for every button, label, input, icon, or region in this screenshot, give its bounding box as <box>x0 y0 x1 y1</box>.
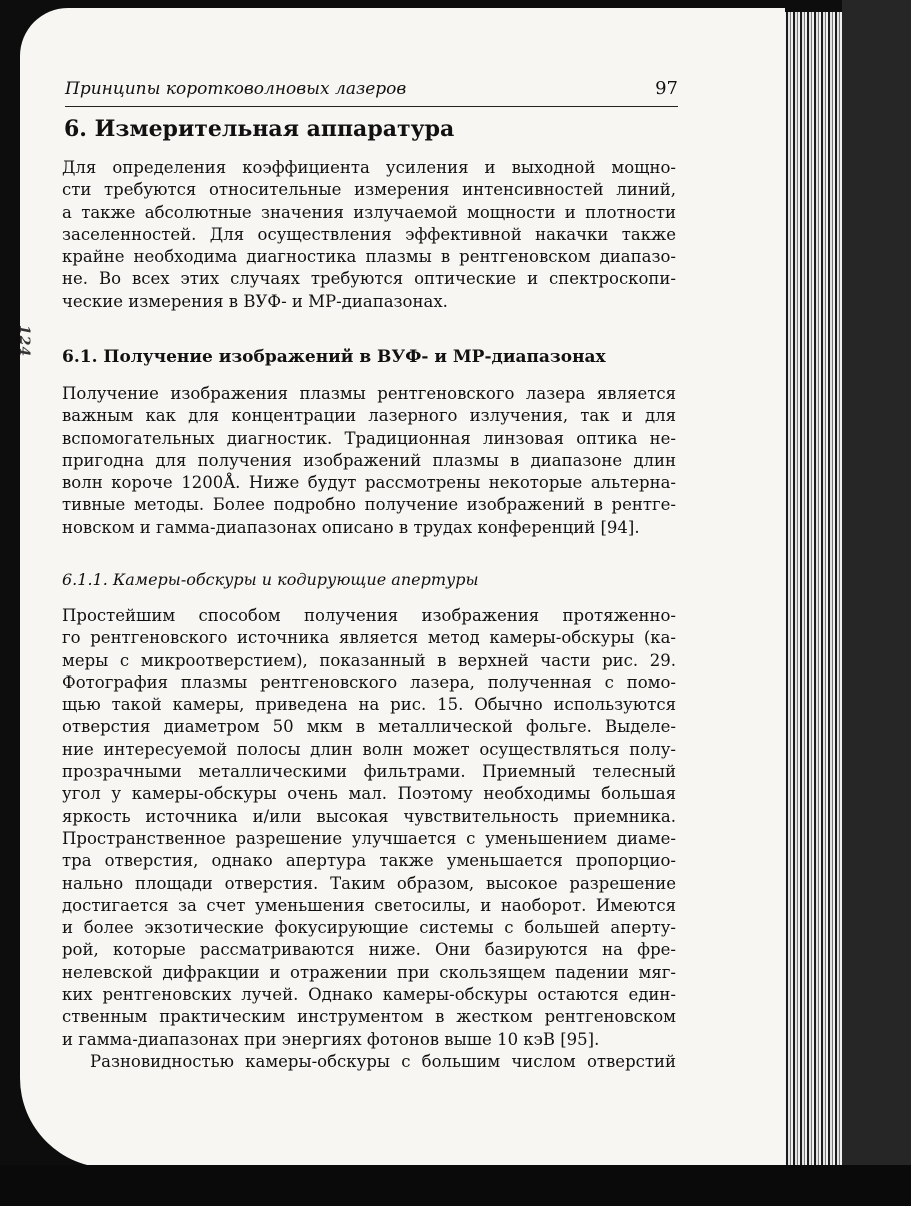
subsection-heading: 6.1. Получение изображений в ВУФ- и МР-диапазонах <box>62 347 606 367</box>
scanner-shadow <box>0 1165 911 1206</box>
margin-note: 124 <box>16 325 32 358</box>
text-line: щью такой камеры, приведена на рис. 15. Обычно используются <box>62 695 676 715</box>
running-title: Принципы коротковолновых лазеров <box>65 79 407 99</box>
text-line: пригодна для получения изображений плазмы в диапазоне длин <box>62 450 676 470</box>
text-line: Пространственное разрешение улучшается с уменьшением диаме- <box>62 828 676 848</box>
text-line: рой, которые рассматриваются ниже. Они базируются на фре- <box>62 940 676 960</box>
subsubsection-heading: 6.1.1. Камеры-обскуры и кодирующие апертуры <box>62 570 479 589</box>
page-header <box>65 78 678 107</box>
text-line: меры с микроотверстием), показанный в верхней части рис. 29. <box>62 650 676 670</box>
text-line: ние интересуемой полосы длин волн может осуществляться полу- <box>62 739 676 759</box>
text-line: достигается за счет уменьшения светосилы, и наоборот. Имеются <box>62 895 676 915</box>
scanner-background <box>842 0 911 1206</box>
text-line: Разновидностью камеры-обскуры с большим числом отверстий <box>90 1051 676 1071</box>
text-line: отверстия диаметром 50 мкм в металлической фольге. Выделе- <box>62 717 676 737</box>
text-line: Простейшим способом получения изображения протяженно- <box>62 606 676 625</box>
section-paragraph <box>62 157 676 313</box>
text-line: сти требуются относительные измерения интенсивностей линий, <box>62 180 676 200</box>
text-line: вспомогательных диагностик. Традиционная линзовая оптика не- <box>62 428 676 448</box>
text-line: Получение изображения плазмы рентгеновского лазера является <box>62 384 676 403</box>
text-line: важным как для концентрации лазерного излучения, так и для <box>62 406 676 426</box>
text-line: нелевской дифракции и отражении при скользящем падении мяг- <box>62 962 676 982</box>
text-line: тивные методы. Более подробно получение изображений в рентге- <box>62 495 676 515</box>
text-line: нально площади отверстия. Таким образом, высокое разрешение <box>62 873 676 893</box>
text-line: и более экзотические фокусирующие системы с большей аперту- <box>62 918 676 938</box>
section-heading: 6. Измерительная аппаратура <box>64 116 455 142</box>
text-line: тра отверстия, однако апертура также уменьшается пропорцио- <box>62 851 676 871</box>
page-number: 97 <box>655 78 678 99</box>
text-line: и гамма-диапазонах при энергиях фотонов выше 10 кэВ [95]. <box>62 1029 600 1049</box>
text-line: не. Во всех этих случаях требуются оптические и спектроскопи- <box>62 269 676 289</box>
text-line: ких рентгеновских лучей. Однако камеры-обскуры остаются един- <box>62 985 676 1005</box>
text-line: волн короче 1200Å. Ниже будут рассмотрены некоторые альтерна- <box>62 473 676 493</box>
text-line: прозрачными металлическими фильтрами. Приемный телесный <box>62 762 676 782</box>
subsection-paragraph <box>62 383 676 539</box>
text-line: заселенностей. Для осуществления эффективной накачки также <box>62 224 676 244</box>
text-line: угол у камеры-обскуры очень мал. Поэтому необходимы большая <box>62 784 676 804</box>
text-line: новском и гамма-диапазонах описано в трудах конференций [94]. <box>62 517 640 537</box>
text-line: го рентгеновского источника является метод камеры-обскуры (ка- <box>62 628 676 648</box>
text-line: а также абсолютные значения излучаемой мощности и плотности <box>62 202 676 222</box>
text-line: крайне необходима диагностика плазмы в рентгеновском диапазо- <box>62 247 676 267</box>
text-line: ческие измерения в ВУФ- и МР-диапазонах. <box>62 291 448 311</box>
text-line: Фотография плазмы рентгеновского лазера, полученная с помо- <box>62 672 676 692</box>
text-line: яркость источника и/или высокая чувствительность приемника. <box>62 806 676 826</box>
subsubsection-paragraph <box>62 605 676 1073</box>
text-line: Для определения коэффициента усиления и выходной мощно- <box>62 158 676 177</box>
text-line: ственным практическим инструментом в жестком рентгеновском <box>62 1007 676 1027</box>
